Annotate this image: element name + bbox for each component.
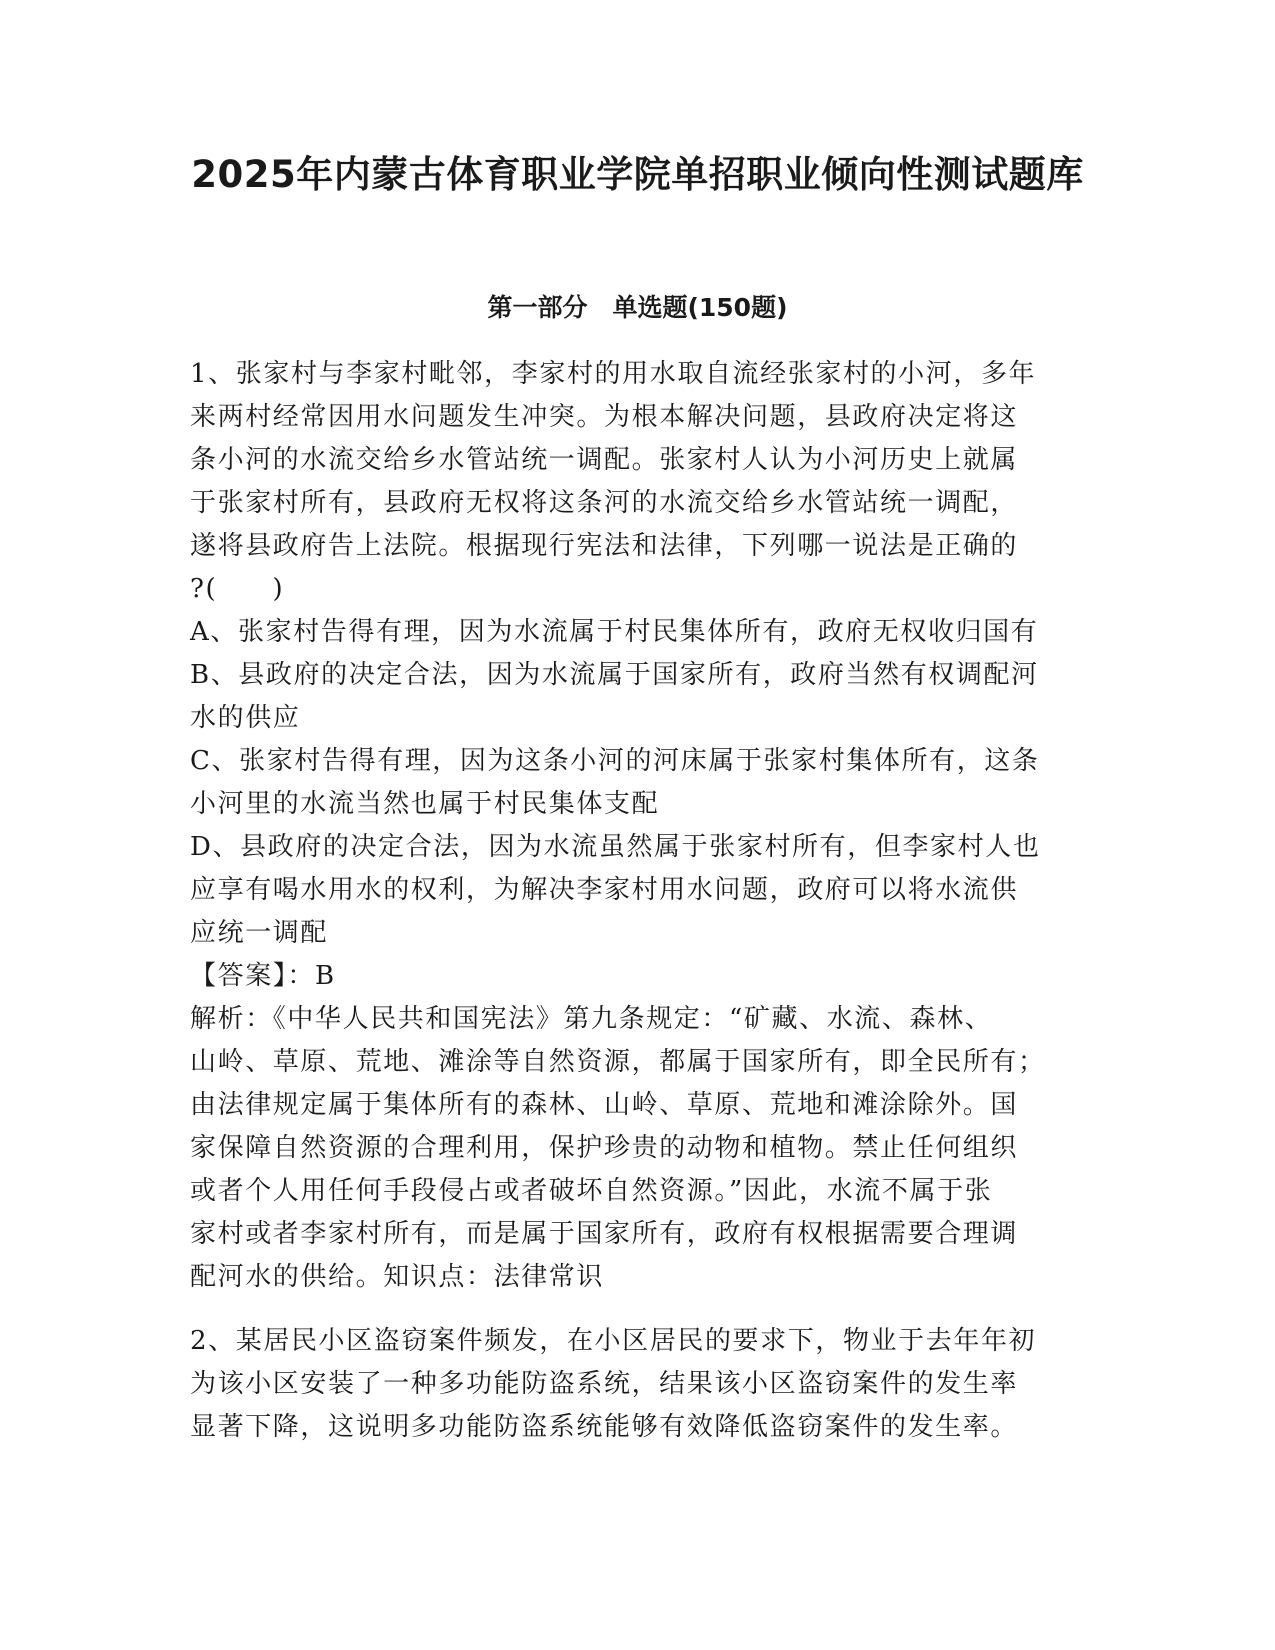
option-line: 水的供应 bbox=[190, 703, 301, 733]
analysis-line: 家保障自然资源的合理利用，保护珍贵的动物和植物。禁止任何组织 bbox=[190, 1133, 1019, 1163]
analysis-line: 由法律规定属于集体所有的森林、山岭、草原、荒地和滩涂除外。国 bbox=[190, 1090, 1019, 1120]
analysis bbox=[190, 998, 1080, 1299]
question-stem-line: 显著下降，这说明多功能防盗系统能够有效降低盗窃案件的发生率。 bbox=[190, 1412, 1019, 1442]
question-2 bbox=[190, 1320, 1080, 1449]
analysis-line: 配河水的供给。知识点：法律常识 bbox=[190, 1262, 605, 1292]
analysis-line: 家村或者李家村所有，而是属于国家所有，政府有权根据需要合理调 bbox=[190, 1219, 1019, 1249]
option-line: B、县政府的决定合法，因为水流属于国家所有，政府当然有权调配河 bbox=[190, 660, 1039, 690]
option-d bbox=[190, 826, 1080, 955]
option-c bbox=[190, 740, 1080, 826]
analysis-line: 解析：《中华人民共和国宪法》第九条规定：“矿藏、水流、森林、 bbox=[190, 1004, 993, 1034]
question-stem bbox=[190, 353, 1080, 611]
question-stem-line: 2、某居民小区盗窃案件频发，在小区居民的要求下，物业于去年年初 bbox=[190, 1326, 1037, 1356]
document-title: 2025年内蒙古体育职业学院单招职业倾向性测试题库 bbox=[191, 153, 1084, 196]
question-1 bbox=[190, 353, 1080, 1299]
question-stem-line: 为该小区安装了一种多功能防盗系统，结果该小区盗窃案件的发生率 bbox=[190, 1369, 1019, 1399]
answer-line: 【答案】：B bbox=[190, 961, 336, 991]
question-stem bbox=[190, 1320, 1080, 1449]
question-stem-line: 于张家村所有，县政府无权将这条河的水流交给乡水管站统一调配， bbox=[190, 488, 1019, 518]
question-stem-line: ?( ) bbox=[190, 574, 285, 604]
analysis-line: 山岭、草原、荒地、滩涂等自然资源，都属于国家所有，即全民所有； bbox=[190, 1047, 1046, 1077]
option-line: C、张家村告得有理，因为这条小河的河床属于张家村集体所有，这条 bbox=[190, 746, 1040, 776]
option-line: 应统一调配 bbox=[190, 918, 329, 948]
option-b bbox=[190, 654, 1080, 740]
question-stem-line: 遂将县政府告上法院。根据现行宪法和法律，下列哪一说法是正确的 bbox=[190, 531, 1019, 561]
section-heading: 第一部分 单选题(150题) bbox=[487, 293, 788, 322]
question-stem-line: 来两村经常因用水问题发生冲突。为根本解决问题，县政府决定将这 bbox=[190, 402, 1019, 432]
question-stem-line: 1、张家村与李家村毗邻，李家村的用水取自流经张家村的小河，多年 bbox=[190, 359, 1037, 389]
option-line: 应享有喝水用水的权利，为解决李家村用水问题，政府可以将水流供 bbox=[190, 875, 1019, 905]
option-line: A、张家村告得有理，因为水流属于村民集体所有，政府无权收归国有 bbox=[190, 617, 1039, 647]
question-stem-line: 条小河的水流交给乡水管站统一调配。张家村人认为小河历史上就属 bbox=[190, 445, 1019, 475]
analysis-line: 或者个人用任何手段侵占或者破坏自然资源。”因此，水流不属于张 bbox=[190, 1176, 993, 1206]
option-line: 小河里的水流当然也属于村民集体支配 bbox=[190, 789, 660, 819]
option-line: D、县政府的决定合法，因为水流虽然属于张家村所有，但李家村人也 bbox=[190, 832, 1041, 862]
option-a bbox=[190, 611, 1080, 654]
